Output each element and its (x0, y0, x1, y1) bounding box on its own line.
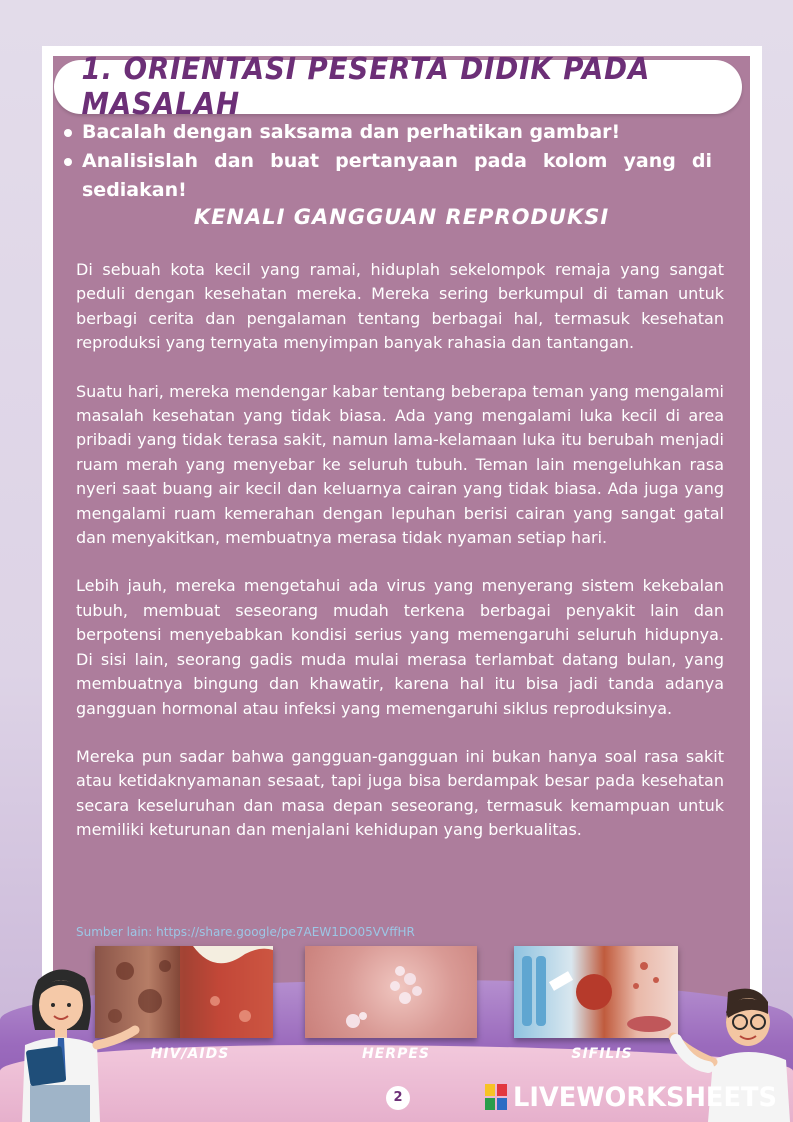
story-paragraph: Di sebuah kota kecil yang ramai, hiduplah sekelompok remaja yang sangat peduli dengan kesehatan mereka. Mereka sering berkumpul di taman untuk berbagi cerita dan pengalaman tentang berbagai hal, termasuk kesehatan reproduksi yang ternyata menyimpan banyak rahasia dan tantangan. (76, 260, 724, 353)
sifilis-photo (514, 946, 678, 1038)
source-link[interactable]: Sumber lain: https://share.google/pe7AEW1DO05VVffHR (76, 925, 415, 939)
story-paragraph: Suatu hari, mereka mendengar kabar tentang beberapa teman yang mengalami masalah kesehatan yang tidak biasa. Ada yang mengalami luka kecil di area pribadi yang tidak terasa sakit, namun lama-kelamaan luka itu berubah menjadi ruam merah yang menyebar ke seluruh tubuh. Teman lain mengeluhkan rasa nyeri saat buang air kecil dan keluarnya cairan yang tidak biasa. Ada juga yang mengalami ruam kemerahan dengan lepuhan berisi cairan yang sangat gatal dan menyakitkan, membuatnya merasa tidak nyaman setiap hari. (76, 381, 724, 548)
herpes-photo (305, 946, 477, 1038)
instruction-list (62, 118, 712, 205)
liveworksheets-logo (485, 1082, 791, 1113)
instruction-item: Bacalah dengan saksama dan perhatikan gambar! (62, 118, 712, 147)
story-text (76, 258, 724, 867)
sifilis-caption: SIFILIS (571, 1046, 633, 1062)
instruction-item: Analisislah dan buat pertanyaan pada kolom yang di sediakan! (62, 147, 712, 205)
liveworksheets-brand: LIVEWORKSHEETS (513, 1082, 777, 1113)
hiv-aids-caption: HIV/AIDS (150, 1046, 230, 1062)
herpes-caption: HERPES (362, 1046, 430, 1062)
story-paragraph: Mereka pun sadar bahwa gangguan-gangguan ini bukan hanya soal rasa sakit atau ketidaknyamanan sesaat, tapi juga bisa berdampak besar pada kesehatan secara keseluruhan dan masa depan seseorang, termasuk kemampuan untuk memiliki keturunan dan menjalani kehidupan yang berkualitas. (76, 746, 724, 840)
herpes-image (305, 946, 477, 1038)
title-banner (54, 52, 742, 122)
liveworksheets-mark-icon (485, 1084, 509, 1112)
story-paragraph: Lebih jauh, mereka mengetahui ada virus yang menyerang sistem kekebalan tubuh, membuat seseorang mudah terkena berbagai penyakit lain dan berpotensi menyebabkan kondisi serius yang memengaruhi seluruh hidupnya. Di sisi lain, seorang gadis muda mulai merasa terlambat datang bulan, yang membuatnya bingung dan khawatir, karena hal itu bisa jadi tanda adanya gangguan hormonal atau infeksi yang memengaruhi siklus reproduksinya. (76, 576, 724, 718)
section-subtitle: KENALI GANGGUAN REPRODUKSI (193, 205, 610, 229)
sifilis-image (514, 946, 678, 1038)
page-title: 1. ORIENTASI PESERTA DIDIK PADA MASALAH (81, 52, 651, 122)
page-number: 2 (386, 1086, 410, 1110)
student-girl-illustration (0, 960, 140, 1122)
